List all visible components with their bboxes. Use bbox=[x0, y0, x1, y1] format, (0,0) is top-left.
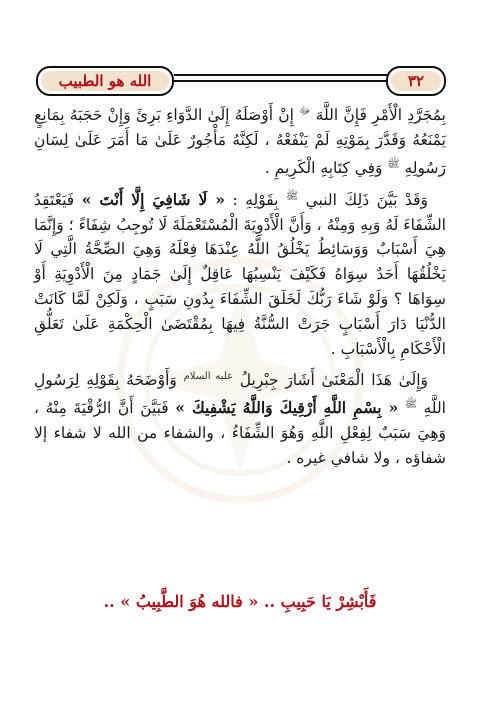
text-run: فَبَيَّنَ أَنَّ الرُّقْيَةَ مِنْهُ ، وَهِيَ سَبَبٌ لِفِعْلِ اللَّهِ وَهُوَ الشِّفَاءُ ، والشفاء من الله لا شفاء إلا شفاؤه ، ولا شافي غيره . bbox=[34, 399, 446, 468]
paragraph bbox=[34, 100, 446, 181]
header-rule bbox=[174, 74, 388, 76]
header-rule bbox=[174, 80, 388, 82]
text-run: فَيَعْتَقِدُ الشِّفَاءَ لَهُ وَبِهِ وَمِنْهُ ، وَأَنَّ الْأَدْوِيَةَ الْمُسْتَعْمَلَةَ لَا تُوجِبُ شِفَاءً ؛ وَإِنَّمَا هِيَ أَسْبَابٌ وَوَسَائِطُ يَخْلُقُ اللَّهُ عِنْدَهَا فِعْلَهُ وَهِيَ الصِّحَّةُ الَّتِي لَا يَخْلُقُهَا أَحَدٌ سِوَاهُ فَكَيْفَ يَنْسِبُهَا عَاقِلٌ إِلَىٰ جَمَادٍ مِنَ الْأَدْوِيَةِ أَوْ سِوَاهَا ؟ وَلَوْ شَاءَ رَبُّكَ لَخَلَقَ الشِّفَاءَ بِدُونِ سَبَبٍ ، وَلَكِنْ لَمَّا كَانَتْ الدُّنْيَا دَارَ أَسْبَابٍ جَرَتْ السُّنَّةُ فِيهَا بِمُقْتَضَىٰ الْحِكْمَةِ عَلَىٰ تَعَلُّقِ الْأَحْكَامِ بِالْأَسْبَابِ . bbox=[34, 190, 446, 358]
page-number: ٣٢ bbox=[391, 71, 441, 91]
quoted-phrase: « لَا شَافِيَ إِلَّا أَنْتَ » bbox=[81, 189, 225, 209]
body-text bbox=[34, 100, 446, 475]
text-run: وَقَدْ بَيَّنَ ذَلِكَ النبي bbox=[298, 190, 428, 209]
paragraph bbox=[34, 185, 446, 362]
text-run: وَأَوْضَحَهُ بِقَوْلِهِ لِرَسُولِ اللَّهِ bbox=[34, 371, 446, 418]
header-title: الله هو الطبيب bbox=[41, 71, 169, 91]
page-header bbox=[36, 64, 446, 94]
text-run: إِنْ أَوْصَلَهُ إِلَىٰ الدَّوَاءِ بَرِئَ وَإِنْ حَجَبَهُ بِمَانِعٍ يَمْنَعُهُ وَقَدَّرَ بِمَوْتِهِ لَمْ يَنْفَعْهُ ، لَكِنَّهُ مَأْجُورٌ عَلَىٰ مَا أَمَرَ عَلَىٰ لِسَانِ رَسُولِهِ bbox=[34, 106, 446, 177]
honorific-glyph: ﷺ bbox=[404, 399, 417, 411]
page-number-frame bbox=[386, 66, 446, 96]
honorific-glyph: عليه السلام bbox=[183, 371, 234, 383]
quoted-phrase: « بِسْمِ اللَّهِ أَرْقِيكَ وَاللَّهُ يَشْفِيكَ » bbox=[175, 398, 399, 418]
text-run: بِقَوْلِهِ : bbox=[224, 190, 286, 209]
honorific-glyph: ﷺ bbox=[285, 190, 299, 202]
text-run: وَفِي كِتَابِهِ الْكَرِيمِ . bbox=[264, 158, 388, 177]
paragraph bbox=[34, 365, 446, 471]
honorific-glyph: ﷻ bbox=[299, 106, 311, 117]
honorific-glyph: ﷺ bbox=[387, 158, 400, 170]
header-title-frame bbox=[36, 66, 174, 96]
text-run: وَإِلَىٰ هَذَا الْمَعْنَىٰ أَشَارَ جِبْرِيلُ bbox=[233, 371, 429, 390]
closing-line: فَأَبْشِرْ يَا حَبِيبِ .. « فالله هُوَ الطَّبِيبُ » .. bbox=[103, 592, 377, 611]
text-run: بِمُجَرَّدِ الْأَمْرِ فَإِنَّ اللَّهَ bbox=[310, 106, 446, 125]
